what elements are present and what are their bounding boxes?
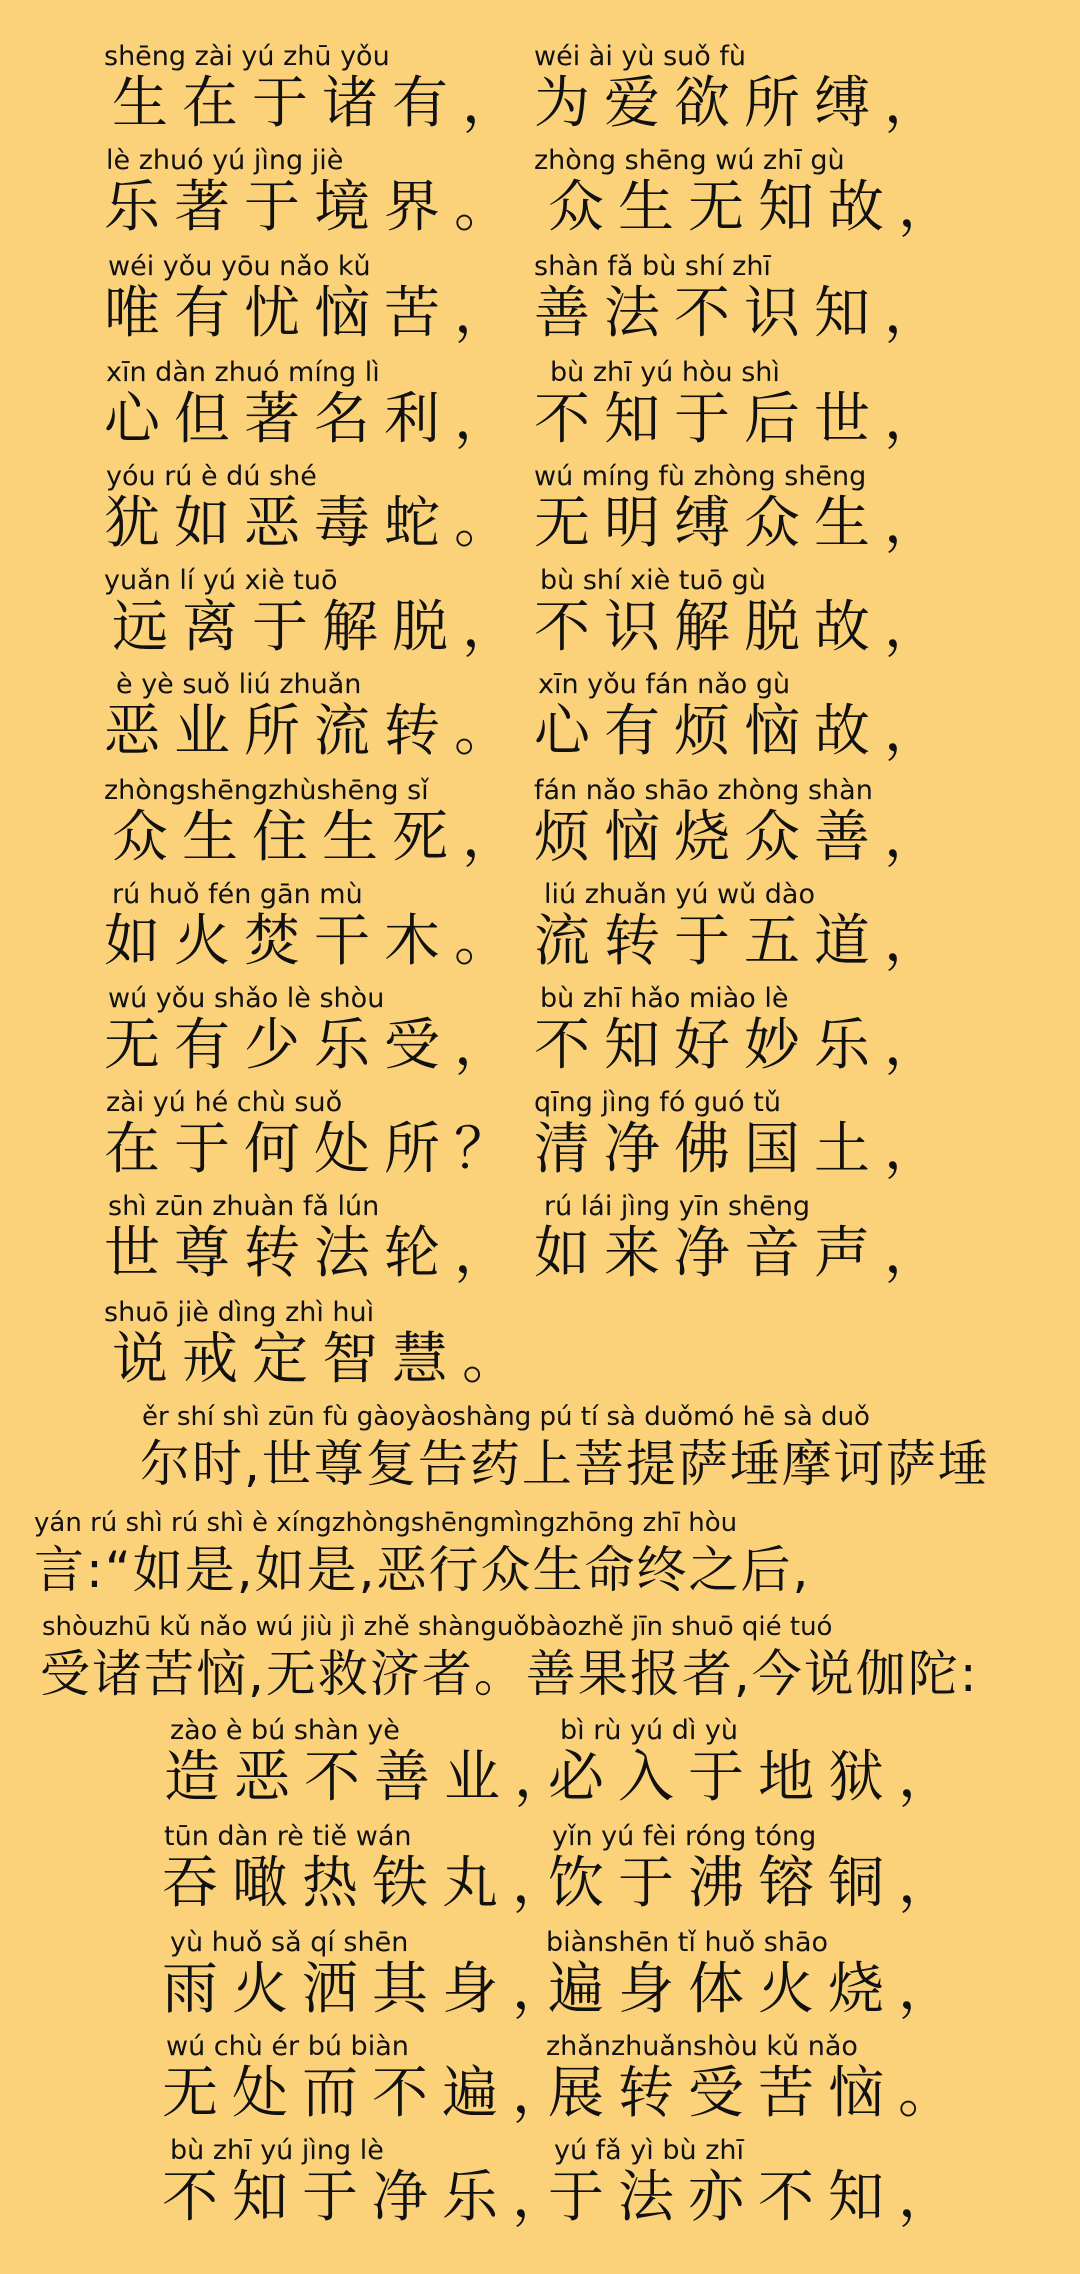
hanzi-line: 受诸苦恼,无救济者。善果报者,今说伽陀: [40,1645,979,1703]
pinyin-left: wú chù ér bú biàn [166,2031,409,2062]
pinyin-left: zào è bú shàn yè [170,1715,400,1746]
pinyin-left: yóu rú è dú shé [106,461,317,492]
hanzi-right: 遍身体火烧， [548,1957,968,2022]
hanzi-right: 心有烦恼故， [534,699,954,764]
pinyin-left: shì zūn zhuàn fǎ lún [108,1191,380,1222]
hanzi-left: 如火焚干木。 [104,909,524,974]
pinyin-left: xīn dàn zhuó míng lì [106,357,380,388]
pinyin-right: bì rù yú dì yù [560,1715,739,1746]
hanzi-right: 善法不识知， [534,281,954,346]
hanzi-right: 为爱欲所缚， [534,71,954,136]
pinyin-right: fán nǎo shāo zhòng shàn [534,775,873,806]
pinyin-line: ěr shí shì zūn fù gàoyàoshàng pú tí sà duǒmó hē sà duǒ [142,1402,870,1432]
pinyin-right: zhòng shēng wú zhī gù [534,145,845,176]
hanzi-line: 尔时,世尊复告药上菩提萨埵摩诃萨埵 [140,1435,990,1493]
hanzi-left: 心但著名利， [104,387,524,452]
hanzi-left: 远离于解脱， [112,595,532,660]
pinyin-right: bù shí xiè tuō gù [540,565,766,596]
hanzi-right: 不知于后世， [534,387,954,452]
hanzi-left: 无有少乐受， [104,1013,524,1078]
hanzi-right: 无明缚众生， [534,491,954,556]
hanzi-left: 在于何处所？ [104,1117,524,1182]
hanzi-right: 流转于五道， [534,909,954,974]
pinyin-line: shòuzhū kǔ nǎo wú jiù jì zhě shànguǒbàozhě jīn shuō qié tuó [42,1612,833,1642]
hanzi-left: 恶业所流转。 [104,699,524,764]
pinyin-left: bù zhī yú jìng lè [170,2135,384,2166]
pinyin-left: yuǎn lí yú xiè tuō [104,565,338,596]
hanzi-left: 生在于诸有， [112,71,532,136]
hanzi-line: 言:“如是,如是,恶行众生命终之后, [34,1541,811,1599]
pinyin-left: rú huǒ fén gān mù [112,879,363,910]
hanzi-left: 唯有忧恼苦， [104,281,524,346]
pinyin-right: qīng jìng fó guó tǔ [534,1087,781,1118]
pinyin-left: shuō jiè dìng zhì huì [104,1297,375,1328]
hanzi-right: 必入于地狱， [548,1745,968,1810]
pinyin-right: xīn yǒu fán nǎo gù [538,669,791,700]
pinyin-right: liú zhuǎn yú wǔ dào [544,879,815,910]
hanzi-left: 乐著于境界。 [104,175,524,240]
hanzi-left: 吞噉热铁丸， [162,1851,582,1916]
hanzi-right: 展转受苦恼。 [548,2061,968,2126]
hanzi-right: 饮于沸镕铜， [548,1851,968,1916]
pinyin-right: shàn fǎ bù shí zhī [534,251,771,282]
pinyin-right: yú fǎ yì bù zhī [554,2135,744,2166]
pinyin-left: è yè suǒ liú zhuǎn [116,669,362,700]
pinyin-left: tūn dàn rè tiě wán [164,1821,412,1852]
hanzi-right: 于法亦不知， [548,2165,968,2230]
hanzi-left: 世尊转法轮， [104,1221,524,1286]
pinyin-right: zhǎnzhuǎnshòu kǔ nǎo [546,2031,858,2062]
pinyin-right: bù zhī yú hòu shì [550,357,780,388]
hanzi-left: 无处而不遍， [162,2061,582,2126]
pinyin-left: wéi yǒu yōu nǎo kǔ [108,251,371,282]
hanzi-left: 不知于净乐， [162,2165,582,2230]
hanzi-left: 说戒定智慧。 [112,1327,532,1392]
pinyin-left: wú yǒu shǎo lè shòu [108,983,385,1014]
hanzi-right: 如来净音声， [534,1221,954,1286]
hanzi-right: 不知好妙乐， [534,1013,954,1078]
hanzi-left: 众生住生死， [112,805,532,870]
hanzi-left: 造恶不善业， [164,1745,584,1810]
hanzi-right: 清净佛国土， [534,1117,954,1182]
hanzi-left: 犹如恶毒蛇。 [104,491,524,556]
pinyin-left: zài yú hé chù suǒ [106,1087,343,1118]
pinyin-right: rú lái jìng yīn shēng [544,1191,810,1222]
pinyin-right: biànshēn tǐ huǒ shāo [546,1927,829,1958]
hanzi-right: 不识解脱故， [534,595,954,660]
pinyin-left: yù huǒ sǎ qí shēn [170,1927,409,1958]
pinyin-left: zhòngshēngzhùshēng sǐ [104,775,429,806]
pinyin-right: bù zhī hǎo miào lè [540,983,789,1014]
pinyin-right: wú míng fù zhòng shēng [534,461,867,492]
pinyin-right: yǐn yú fèi róng tóng [552,1821,817,1852]
hanzi-left: 雨火洒其身， [162,1957,582,2022]
hanzi-right: 烦恼烧众善， [534,805,954,870]
pinyin-left: lè zhuó yú jìng jiè [106,145,344,176]
pinyin-right: wéi ài yù suǒ fù [534,41,746,72]
pinyin-line: yán rú shì rú shì è xíngzhòngshēngmìngzhōng zhī hòu [34,1508,738,1538]
pinyin-left: shēng zài yú zhū yǒu [104,41,390,72]
hanzi-right: 众生无知故， [548,175,968,240]
